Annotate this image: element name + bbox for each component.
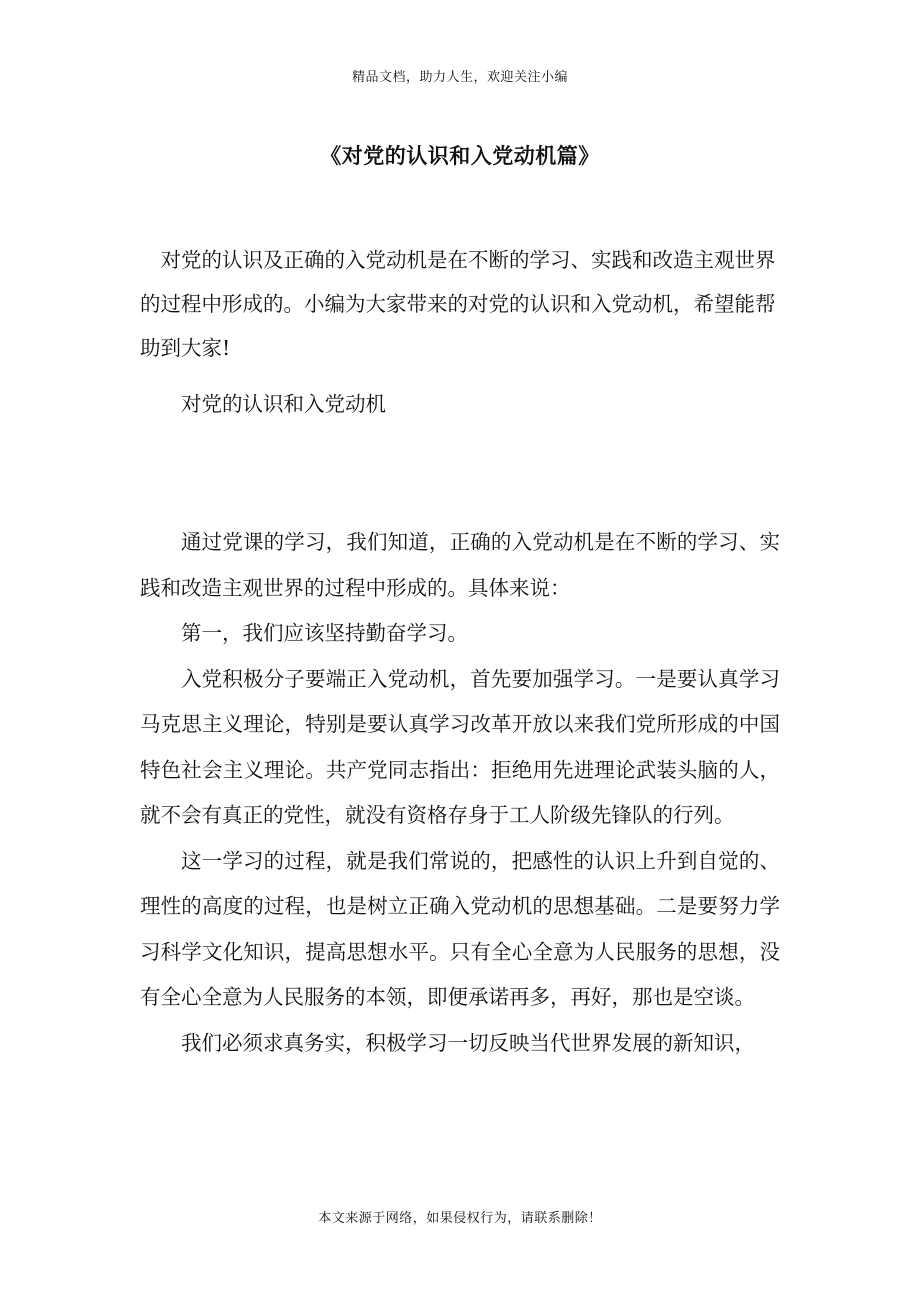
intro-section [140, 238, 780, 370]
main-body [140, 520, 780, 1066]
footer-note: 本文来源于网络，如果侵权行为，请联系删除！ [318, 1211, 602, 1226]
document-title: 《对党的认识和入党动机篇》 [320, 143, 600, 168]
body-paragraph: 通过党课的学习，我们知道，正确的入党动机是在不断的学习、实践和改造主观世界的过程中形成的。具体来说： [140, 530, 780, 600]
header-note: 精品文档，助力人生，欢迎关注小编 [351, 70, 568, 85]
intro-paragraph: 对党的认识及正确的入党动机是在不断的学习、实践和改造主观世界的过程中形成的。小编为大家带来的对党的认识和入党动机，希望能帮助到大家! [140, 248, 776, 360]
body-paragraph: 第一，我们应该坚持勤奋学习。 [181, 621, 468, 645]
body-paragraph: 入党积极分子要端正入党动机，首先要加强学习。一是要认真学习马克思主义理论，特别是要认真学习改革开放以来我们党所形成的中国特色社会主义理论。共产党同志指出：拒绝用先进理论武装头脑的人，就不会有真正的党性，就没有资格存身于工人阶级先锋队的行列。 [140, 666, 780, 827]
body-paragraph: 这一学习的过程，就是我们常说的，把感性的认识上升到自觉的、理性的高度的过程，也是树立正确入党动机的思想基础。二是要努力学习科学文化知识，提高思想水平。只有全心全意为人民服务的思想，没有全心全意为人民服务的本领，即便承诺再多，再好，那也是空谈。 [140, 848, 780, 1009]
body-paragraph: 我们必须求真务实，积极学习一切反映当代世界发展的新知识， [181, 1030, 755, 1055]
section-subheading: 对党的认识和入党动机 [181, 392, 386, 416]
